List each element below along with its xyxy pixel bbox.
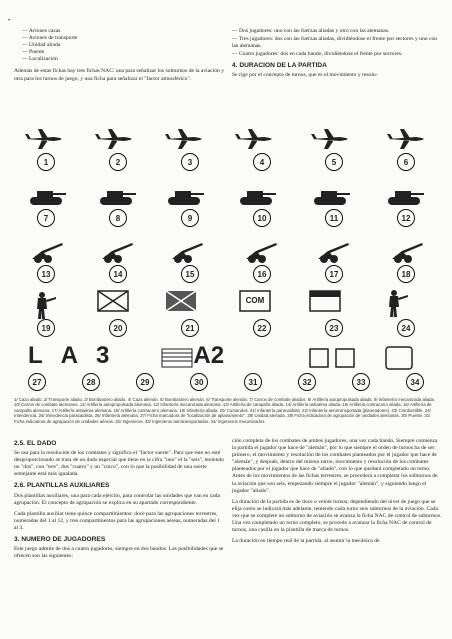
counter-row-artillery: [10, 265, 442, 283]
list-item: — Aviones cazas: [14, 28, 224, 35]
templates-paragraph-2: Cada plantilla auxiliar tiene quince compartimientos: doce para las agrupaciones terrestres, numeradas del 1 al 12, y tres compartimentos para las agrupaciones aéreas, numeradas del 1 al 3.: [14, 510, 220, 531]
section-heading-2-5: 2.5. EL DADO: [14, 440, 57, 447]
duration-paragraph: La duración de la partida es de doce o veinte turnos, dependiendo del nivel de juego que se elija como se indicará más adelante, teniendo cada turno seis subturnos de la aviación. Cada vez que se complete un subturno de aviación se avanza la ficha NAC de control de subturnos. Una vez completado un turno completo, se procede a avanzar la ficha NAC de control de turnos, una casilla en la plantilla de marca de turnos.: [232, 498, 442, 534]
counter-number: 34: [406, 373, 424, 391]
counter-number: 16: [253, 265, 271, 283]
counters-figure: [10, 127, 442, 393]
list-item: — Puente: [14, 49, 224, 56]
section-heading-3: 3. NUMERO DE JUGADORES: [14, 536, 106, 544]
counter-number: 3: [181, 153, 199, 171]
counter-number: 15: [181, 265, 199, 283]
counter-number: 31: [244, 373, 262, 391]
left-top-column: [14, 28, 224, 87]
right-top-column: [232, 28, 442, 84]
left-bottom-column: [14, 436, 224, 564]
right-bottom-column: [232, 438, 442, 549]
list-item: — Localización: [14, 56, 224, 63]
counter-number: 28: [82, 373, 100, 391]
players-option-3: — Cuatro jugadores: dos en cada bando, dividiéndose el frente por sectores.: [232, 51, 403, 58]
players-paragraph: Este juego admite de dos a cuatro jugadores, siempre en dos bandos. Las posibilidades que se ofrecen son las siguientes:: [14, 546, 224, 560]
section-heading-4: 4. DURACION DE LA PARTIDA: [232, 62, 327, 70]
counter-number: 10: [253, 209, 271, 227]
counter-number: 6: [397, 153, 415, 171]
counter-number: 23: [325, 319, 343, 337]
counter-number: 19: [37, 319, 55, 337]
counter-row-markers: [10, 373, 442, 391]
pieces-list: [14, 28, 224, 63]
counter-row-aircraft: [10, 153, 442, 171]
marker-letter: L: [28, 342, 43, 369]
figure-caption: 1/ Caza aliado. 2/ Transporte aliado. 3/ Bombardero aliado. 4/ Caza alemán. 5/ Bombardero alemán. 6/ Transporte alemán. 7/ Carros de combate aliados. 8/ Artillería autopropulsada aliada. 9/ Infantería mecanizada aliada. 10/ Carros de combate alemanes. 11/ Artillería autopropulsada alemana. 12/ Infantería mecanizada alemana. 13/ Artillería de campaña aliada. 14/ Artillería antiaérea aliada. 15/ Artillería contracarro aliada. 16/ Artillería de campaña alemana. 17/ Artillería antiaérea alemana. 18/ Artillería contracarro alemana. 19/ Infantería aliada. 20/ Comandos. 21/ Infantería paracaidista. 22/ Infantería aerotransportada (planeadores). 23/ Combustible. 24/ Intendencia. 25/ Intendencia paracaidista. 26/ Infantería alemana. 27/ Ficha marcadora de "localización de aplanamiento". 28/ Unidad alertada. 29/ Ficha indicadora de agrupación de unidades alemanas. 30/ Puente. 31/ Ficha indicadora de agrupación de unidades aéreas. 32/ Ingenieros. 33/ Ingenieros aerotransportados. 34/ Ingenieros mecanizados.: [14, 397, 436, 424]
counter-number: 20: [109, 319, 127, 337]
counter-number: 8: [109, 209, 127, 227]
counter-number: 21: [181, 319, 199, 337]
counter-number: 9: [181, 209, 199, 227]
marker-letter: A2: [193, 342, 225, 369]
page-mark: •: [8, 18, 11, 24]
counter-number: 11: [325, 209, 343, 227]
counter-number: 12: [397, 209, 415, 227]
marker-letter: 3: [96, 342, 110, 369]
list-item: — Unidad aliada: [14, 42, 224, 49]
counter-row-vehicles: [10, 209, 442, 227]
counter-number: 30: [190, 373, 208, 391]
counter-number: 13: [37, 265, 55, 283]
players-option-1: — Dos jugadores: uno con las fuerzas aliadas y otro con las alemanas.: [232, 28, 390, 34]
counter-number: 7: [37, 209, 55, 227]
templates-paragraph-1: Dos plantillas auxiliares, una para cada ejército, para controlar las unidades que van en cada agrupación. El concepto de agrupación se explica en su apartado correspondiente.: [14, 492, 220, 506]
counter-number: 5: [325, 153, 343, 171]
counter-number: 27: [28, 373, 46, 391]
counter-number: 18: [397, 265, 415, 283]
counter-number: 2: [109, 153, 127, 171]
counter-number: 29: [136, 373, 154, 391]
real-time-paragraph: La duración en tiempo real de la partida, al asumir la mecánica de: [232, 538, 380, 545]
counter-row-infantry: [10, 319, 442, 337]
counter-number: 33: [352, 373, 370, 391]
turn-order-paragraph: ción completa de los combates de ambos jugadores, una vez cada bando. Siempre comienza la partida el jugador que hace de "alemán", por lo que siempre el orden de turnos ha de ser: primero, el movimiento y resolución de los combates planteados por el jugador que hace de "alemán", y después, dentro del mismo turno, movimiento y resolución de los combates planteados por el jugador que hace de "aliado", con lo que quedará completado un turno. Antes de los movimientos de las fichas terrestres, se procederá a completar los subturnos de la aviación que son seis, empezando siempre el jugador "alemán", y siguiendo luego el jugador "aliado".: [232, 438, 438, 494]
marker-letters: [28, 343, 308, 369]
counter-number: 32: [298, 373, 316, 391]
counter-number: 14: [109, 265, 127, 283]
counter-number: 4: [253, 153, 271, 171]
counter-number: 22: [253, 319, 271, 337]
list-item: — Aviones de transporte: [14, 35, 224, 42]
counter-number: 1: [37, 153, 55, 171]
counter-number: 17: [325, 265, 343, 283]
marker-letter: A: [60, 342, 79, 369]
players-option-2: — Tres jugadores: dos con las fuerzas aliadas, dividiéndose el frente por sectores y uno con las alemanas.: [232, 36, 438, 50]
duration-intro: Se rige por el concepto de turnos, que es el movimiento y resolu-: [232, 72, 378, 79]
com-label: COM: [245, 296, 265, 305]
nac-paragraph: Además de estas fichas hay tres fichas NAC: una para señalizar los subturnos de la aviación y otra para los turnos de juego, y una ficha para señalizar el "factor atmosférico".: [14, 68, 225, 82]
counter-number: 24: [397, 319, 415, 337]
dice-paragraph: Se usa para la resolución de los combates y significa el "factor suerte". Para que éste no esté desproporcionado se trata de un dado especial que tiene en la cifra "uno" el la "seis", teniendo un "dos", con "tres", dos "cuatro" y un "cinco", con lo que la posibilidad de una suerte semejante está más igualada.: [14, 450, 224, 478]
section-heading-2-6: 2.6. PLANTILLAS AUXILIARES: [14, 482, 110, 490]
